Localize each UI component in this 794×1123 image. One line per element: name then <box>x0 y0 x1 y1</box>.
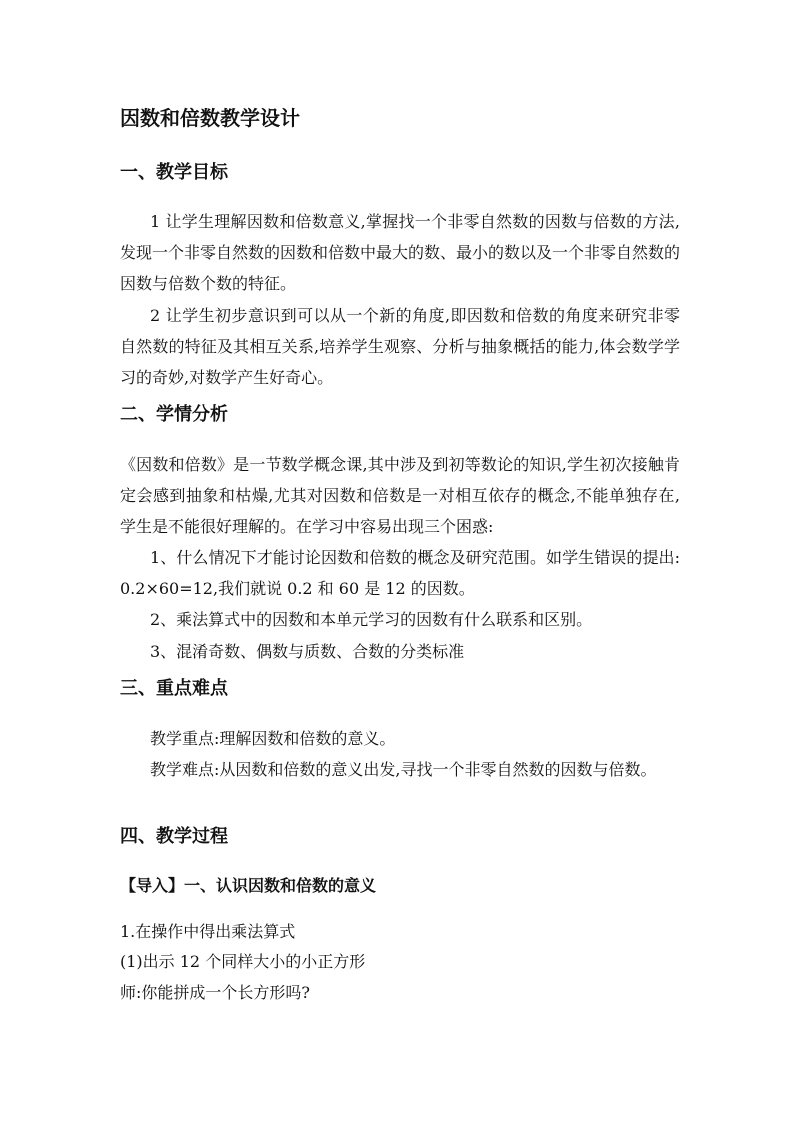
paragraph-line: 发现一个非零自然数的因数和倍数中最大的数、最小的数以及一个非零自然数的 <box>120 243 681 262</box>
paragraph-line: 因数与倍数个数的特征。 <box>120 274 297 293</box>
paragraph-line: 习的奇妙,对数学产生好奇心。 <box>120 368 334 387</box>
paragraph-line: 1.在操作中得出乘法算式 <box>120 922 296 941</box>
paragraph-line: 自然数的特征及其相互关系,培养学生观察、分析与抽象概括的能力,体会数学学 <box>120 337 680 356</box>
paragraph-line: (1)出示 12 个同样大小的小正方形 <box>120 952 366 971</box>
paragraph-line: 《因数和倍数》是一节数学概念课,其中涉及到初等数论的知识,学生初次接触肯 <box>120 455 680 474</box>
paragraph-line: 3、混淆奇数、偶数与质数、合数的分类标准 <box>150 642 465 661</box>
paragraph-line: 1 让学生理解因数和倍数意义,掌握找一个非零自然数的因数与倍数的方法, <box>150 212 680 231</box>
section-heading-key-points: 三、重点难点 <box>120 678 228 699</box>
paragraph-line: 1、什么情况下才能讨论因数和倍数的概念及研究范围。如学生错误的提出: <box>150 548 680 567</box>
paragraph-line: 师:你能拼成一个长方形吗? <box>120 983 310 1002</box>
paragraph-line: 定会感到抽象和枯燥,尤其对因数和倍数是一对相互依存的概念,不能单独存在, <box>120 486 680 505</box>
paragraph-line: 2 让学生初步意识到可以从一个新的角度,即因数和倍数的角度来研究非零 <box>150 306 680 325</box>
paragraph-line: 教学难点:从因数和倍数的意义出发,寻找一个非零自然数的因数与倍数。 <box>150 760 657 779</box>
section-heading-process: 四、教学过程 <box>120 826 228 847</box>
subsection-heading-intro: 【导入】一、认识因数和倍数的意义 <box>120 876 377 895</box>
paragraph-line: 2、乘法算式中的因数和本单元学习的因数有什么联系和区别。 <box>150 610 593 629</box>
section-heading-objectives: 一、教学目标 <box>120 162 228 183</box>
paragraph-line: 教学重点:理解因数和倍数的意义。 <box>150 729 396 748</box>
document-title: 因数和倍数教学设计 <box>120 106 300 130</box>
paragraph-line: 学生是不能很好理解的。在学习中容易出现三个困惑: <box>120 517 494 536</box>
paragraph-line: 0.2×60=12,我们就说 0.2 和 60 是 12 的因数。 <box>120 579 475 598</box>
section-heading-analysis: 二、学情分析 <box>120 404 228 425</box>
